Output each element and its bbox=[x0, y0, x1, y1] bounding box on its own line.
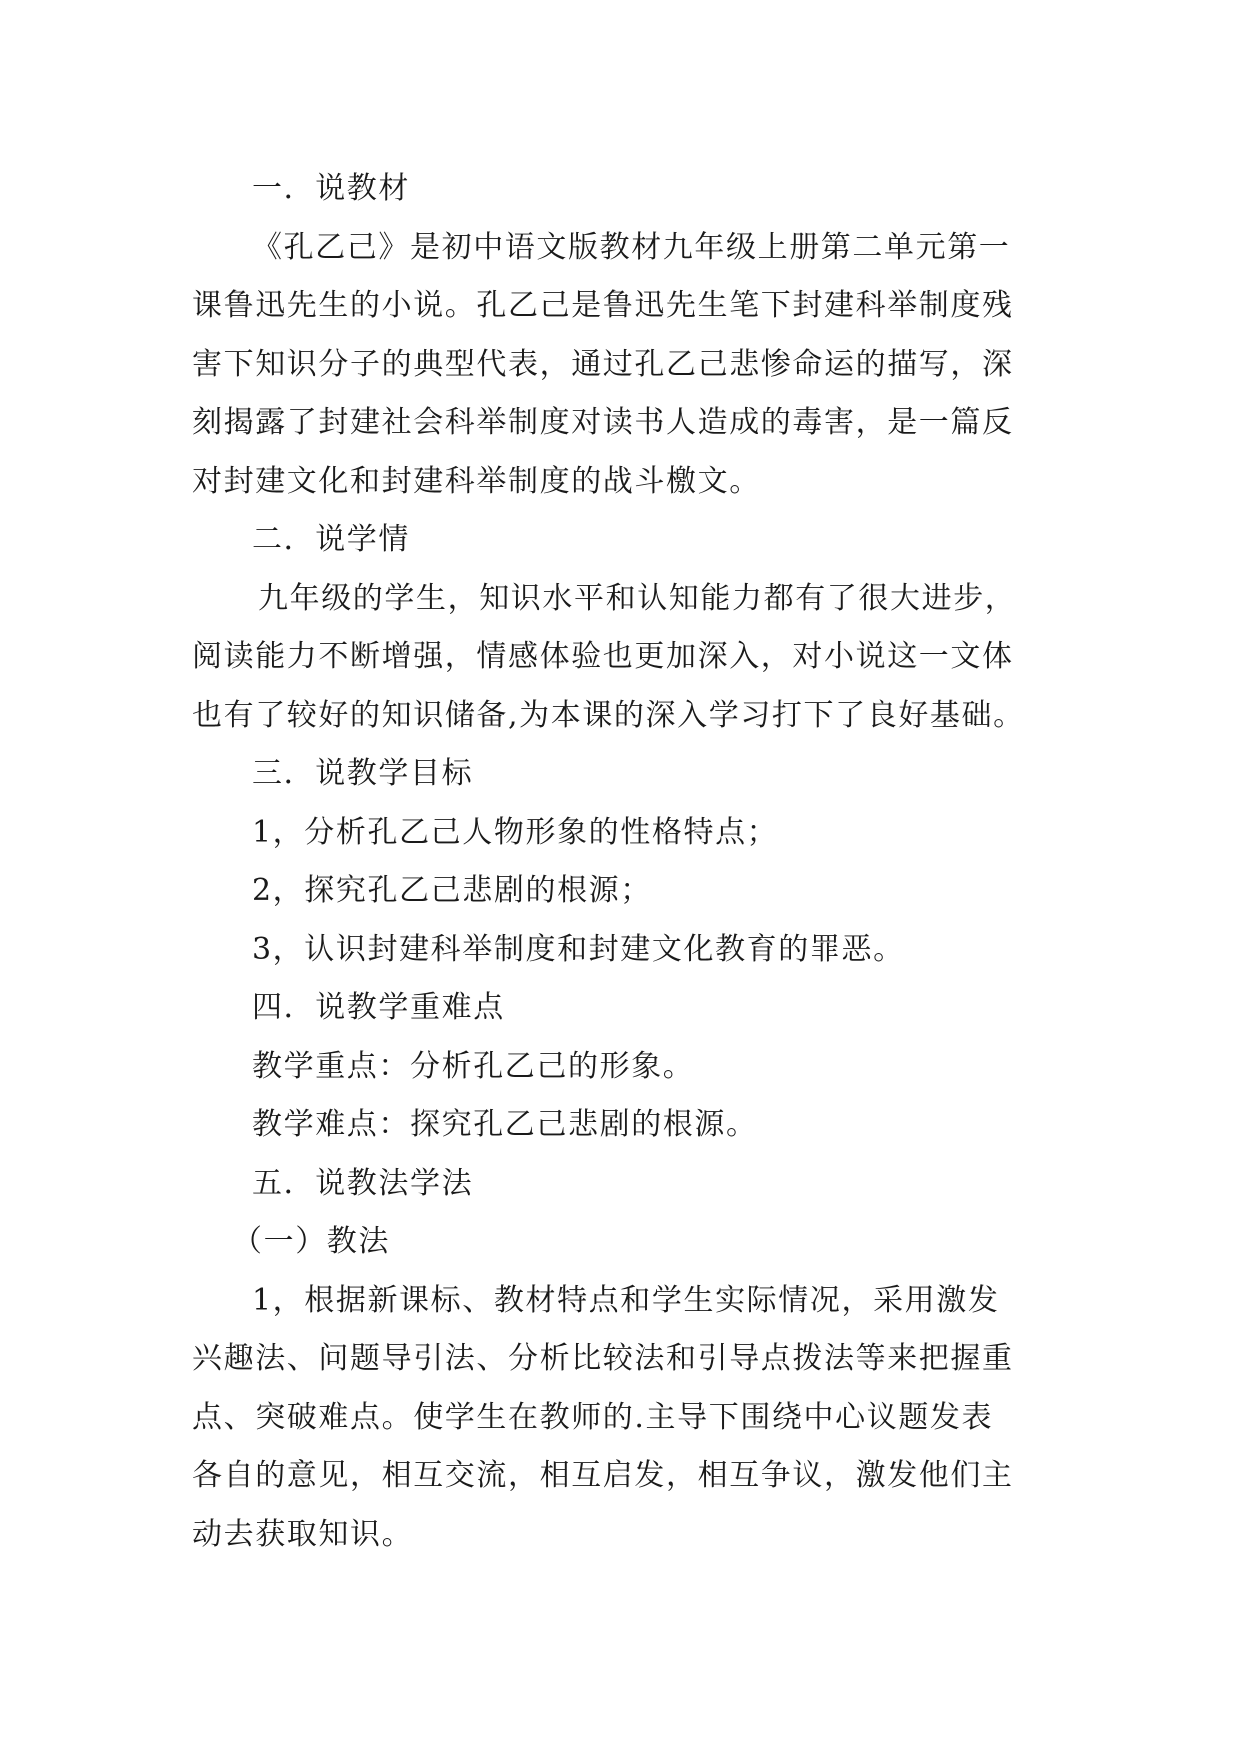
paragraph-line: 1，根据新课标、教材特点和学生实际情况，采用激发 bbox=[252, 1282, 1000, 1318]
list-item: 3，认识封建科举制度和封建文化教育的罪恶。 bbox=[252, 931, 905, 967]
subsection-heading-teaching-method: （一）教法 bbox=[232, 1224, 390, 1259]
document-body bbox=[192, 160, 1052, 1564]
paragraph-line: 各自的意见，相互交流，相互启发，相互争议，激发他们主 bbox=[192, 1458, 1014, 1493]
difficulty-line: 教学难点：探究孔乙己悲剧的根源。 bbox=[252, 1107, 758, 1142]
paragraph-line: 课鲁迅先生的小说。孔乙己是鲁迅先生笔下封建科举制度残 bbox=[192, 288, 1014, 323]
list-item: 2，探究孔乙己悲剧的根源； bbox=[252, 873, 652, 908]
section-heading-key-points: 四．说教学重难点 bbox=[252, 990, 505, 1025]
key-point-line: 教学重点：分析孔乙己的形象。 bbox=[252, 1048, 695, 1084]
list-item: 1，分析孔乙己人物形象的性格特点； bbox=[252, 814, 779, 850]
paragraph-line: 九年级的学生，知识水平和认知能力都有了很大进步， bbox=[258, 580, 1017, 616]
section-heading-objectives: 三．说教学目标 bbox=[252, 756, 474, 791]
paragraph-line: 兴趣法、问题导引法、分析比较法和引导点拨法等来把握重 bbox=[192, 1341, 1014, 1376]
paragraph-line: 刻揭露了封建社会科举制度对读书人造成的毒害，是一篇反 bbox=[192, 405, 1014, 440]
section-heading-students: 二．说学情 bbox=[252, 522, 410, 557]
paragraph-line: 也有了较好的知识储备,为本课的深入学习打下了良好基础。 bbox=[192, 697, 1025, 733]
paragraph-line: 对封建文化和封建科举制度的战斗檄文。 bbox=[192, 463, 761, 499]
paragraph-line: 害下知识分子的典型代表，通过孔乙己悲惨命运的描写，深 bbox=[192, 346, 1014, 382]
paragraph-line: 《孔乙己》是初中语文版教材九年级上册第二单元第一 bbox=[252, 229, 1011, 265]
section-heading-methods: 五．说教法学法 bbox=[252, 1165, 474, 1201]
paragraph-line: 点、突破难点。使学生在教师的.主导下围绕中心议题发表 bbox=[192, 1399, 994, 1435]
paragraph-line: 阅读能力不断增强，情感体验也更加深入，对小说这一文体 bbox=[192, 639, 1014, 674]
section-heading-textbook: 一．说教材 bbox=[252, 171, 410, 206]
paragraph-line: 动去获取知识。 bbox=[192, 1516, 414, 1552]
